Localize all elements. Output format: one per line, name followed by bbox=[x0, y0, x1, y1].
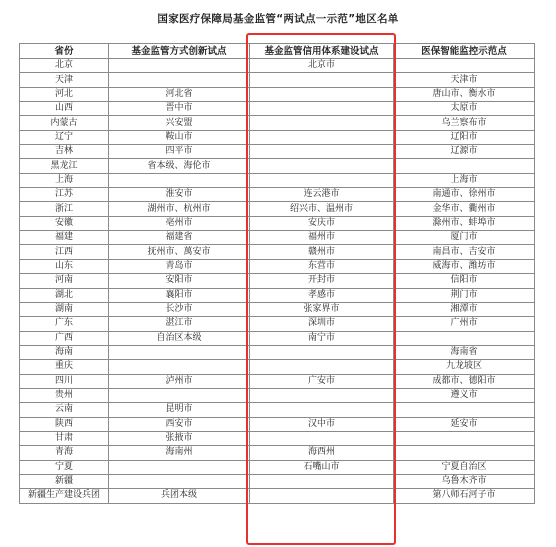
table-header-row bbox=[20, 44, 535, 59]
cell-province: 天津 bbox=[20, 73, 109, 87]
table-row bbox=[20, 489, 535, 503]
table-row bbox=[20, 116, 535, 130]
cell-province: 重庆 bbox=[20, 360, 109, 374]
cell-credit-system bbox=[250, 73, 394, 87]
cell-smart-monitoring: 威海市、潍坊市 bbox=[394, 259, 535, 273]
cell-credit-system: 北京市 bbox=[250, 59, 394, 73]
cell-province: 山东 bbox=[20, 259, 109, 273]
cell-smart-monitoring bbox=[394, 59, 535, 73]
cell-smart-monitoring bbox=[394, 159, 535, 173]
cell-province: 湖北 bbox=[20, 288, 109, 302]
cell-smart-monitoring: 湘潭市 bbox=[394, 302, 535, 316]
cell-credit-system: 连云港市 bbox=[250, 188, 394, 202]
table-row bbox=[20, 73, 535, 87]
cell-smart-monitoring: 第八师石河子市 bbox=[394, 489, 535, 503]
cell-smart-monitoring: 广州市 bbox=[394, 317, 535, 331]
cell-province: 山西 bbox=[20, 102, 109, 116]
cell-supervision-innovation: 晋中市 bbox=[109, 102, 250, 116]
cell-province: 浙江 bbox=[20, 202, 109, 216]
cell-smart-monitoring bbox=[394, 403, 535, 417]
cell-province: 安徽 bbox=[20, 216, 109, 230]
table-row bbox=[20, 474, 535, 488]
table-row bbox=[20, 259, 535, 273]
cell-credit-system: 绍兴市、温州市 bbox=[250, 202, 394, 216]
cell-smart-monitoring: 滁州市、蚌埠市 bbox=[394, 216, 535, 230]
table-row bbox=[20, 331, 535, 345]
cell-province: 宁夏 bbox=[20, 460, 109, 474]
cell-smart-monitoring: 成都市、德阳市 bbox=[394, 374, 535, 388]
cell-smart-monitoring: 辽阳市 bbox=[394, 130, 535, 144]
cell-smart-monitoring: 乌兰察布市 bbox=[394, 116, 535, 130]
table-row bbox=[20, 446, 535, 460]
cell-smart-monitoring: 金华市、衢州市 bbox=[394, 202, 535, 216]
cell-smart-monitoring: 上海市 bbox=[394, 173, 535, 187]
cell-province: 内蒙古 bbox=[20, 116, 109, 130]
header-credit-system: 基金监管信用体系建设试点 bbox=[250, 44, 394, 59]
cell-supervision-innovation: 福建省 bbox=[109, 231, 250, 245]
table-row bbox=[20, 417, 535, 431]
cell-credit-system: 张家界市 bbox=[250, 302, 394, 316]
cell-supervision-innovation bbox=[109, 59, 250, 73]
cell-province: 黑龙江 bbox=[20, 159, 109, 173]
cell-supervision-innovation: 河北省 bbox=[109, 87, 250, 101]
table-row bbox=[20, 274, 535, 288]
table-row bbox=[20, 59, 535, 73]
cell-credit-system: 开封市 bbox=[250, 274, 394, 288]
cell-province: 甘肃 bbox=[20, 431, 109, 445]
cell-smart-monitoring: 唐山市、衡水市 bbox=[394, 87, 535, 101]
cell-credit-system: 汉中市 bbox=[250, 417, 394, 431]
cell-province: 广西 bbox=[20, 331, 109, 345]
cell-credit-system bbox=[250, 474, 394, 488]
document-title: 国家医疗保障局基金监管“两试点一示范”地区名单 bbox=[157, 13, 399, 25]
cell-smart-monitoring bbox=[394, 431, 535, 445]
cell-supervision-innovation: 湖州市、杭州市 bbox=[109, 202, 250, 216]
cell-credit-system bbox=[250, 388, 394, 402]
table-row bbox=[20, 431, 535, 445]
cell-credit-system: 深圳市 bbox=[250, 317, 394, 331]
cell-smart-monitoring: 辽源市 bbox=[394, 145, 535, 159]
cell-credit-system bbox=[250, 130, 394, 144]
table-row bbox=[20, 317, 535, 331]
cell-smart-monitoring: 厦门市 bbox=[394, 231, 535, 245]
cell-credit-system: 南宁市 bbox=[250, 331, 394, 345]
cell-province: 上海 bbox=[20, 173, 109, 187]
cell-credit-system bbox=[250, 145, 394, 159]
cell-province: 北京 bbox=[20, 59, 109, 73]
table-row bbox=[20, 345, 535, 359]
cell-smart-monitoring: 南昌市、吉安市 bbox=[394, 245, 535, 259]
cell-supervision-innovation: 淮安市 bbox=[109, 188, 250, 202]
cell-supervision-innovation: 海南州 bbox=[109, 446, 250, 460]
cell-supervision-innovation: 鞍山市 bbox=[109, 130, 250, 144]
table-row bbox=[20, 188, 535, 202]
cell-credit-system: 孝感市 bbox=[250, 288, 394, 302]
cell-province: 河北 bbox=[20, 87, 109, 101]
cell-supervision-innovation bbox=[109, 388, 250, 402]
cell-supervision-innovation: 四平市 bbox=[109, 145, 250, 159]
table-row bbox=[20, 202, 535, 216]
cell-credit-system bbox=[250, 102, 394, 116]
cell-province: 青海 bbox=[20, 446, 109, 460]
table-row bbox=[20, 403, 535, 417]
table-row bbox=[20, 216, 535, 230]
cell-supervision-innovation: 兴安盟 bbox=[109, 116, 250, 130]
cell-supervision-innovation: 湛江市 bbox=[109, 317, 250, 331]
table-row bbox=[20, 102, 535, 116]
cell-supervision-innovation bbox=[109, 345, 250, 359]
table-row bbox=[20, 245, 535, 259]
cell-supervision-innovation bbox=[109, 460, 250, 474]
cell-credit-system: 赣州市 bbox=[250, 245, 394, 259]
table-row bbox=[20, 302, 535, 316]
cell-province: 河南 bbox=[20, 274, 109, 288]
table-row bbox=[20, 374, 535, 388]
table-row bbox=[20, 159, 535, 173]
cell-credit-system bbox=[250, 360, 394, 374]
table-row bbox=[20, 173, 535, 187]
cell-supervision-innovation: 长沙市 bbox=[109, 302, 250, 316]
cell-supervision-innovation: 安阳市 bbox=[109, 274, 250, 288]
cell-province: 陕西 bbox=[20, 417, 109, 431]
cell-supervision-innovation: 抚州市、萬安市 bbox=[109, 245, 250, 259]
cell-supervision-innovation: 自治区本级 bbox=[109, 331, 250, 345]
table-row bbox=[20, 360, 535, 374]
cell-smart-monitoring: 延安市 bbox=[394, 417, 535, 431]
cell-smart-monitoring: 南通市、徐州市 bbox=[394, 188, 535, 202]
table-row bbox=[20, 460, 535, 474]
cell-province: 吉林 bbox=[20, 145, 109, 159]
cell-smart-monitoring: 乌鲁木齐市 bbox=[394, 474, 535, 488]
cell-supervision-innovation bbox=[109, 173, 250, 187]
cell-smart-monitoring: 海南省 bbox=[394, 345, 535, 359]
table-row bbox=[20, 87, 535, 101]
pilot-regions-table bbox=[19, 43, 535, 504]
cell-supervision-innovation bbox=[109, 474, 250, 488]
cell-credit-system bbox=[250, 345, 394, 359]
cell-province: 江西 bbox=[20, 245, 109, 259]
cell-credit-system bbox=[250, 489, 394, 503]
cell-smart-monitoring: 荆门市 bbox=[394, 288, 535, 302]
header-smart-monitoring: 医保智能监控示范点 bbox=[394, 44, 535, 59]
cell-province: 贵州 bbox=[20, 388, 109, 402]
cell-supervision-innovation: 襄阳市 bbox=[109, 288, 250, 302]
cell-province: 新疆 bbox=[20, 474, 109, 488]
cell-smart-monitoring: 宁夏自治区 bbox=[394, 460, 535, 474]
cell-smart-monitoring: 信阳市 bbox=[394, 274, 535, 288]
cell-credit-system: 东营市 bbox=[250, 259, 394, 273]
cell-credit-system: 安庆市 bbox=[250, 216, 394, 230]
table-row bbox=[20, 388, 535, 402]
cell-supervision-innovation: 泸州市 bbox=[109, 374, 250, 388]
cell-credit-system bbox=[250, 403, 394, 417]
header-supervision-innovation: 基金监管方式创新试点 bbox=[109, 44, 250, 59]
cell-supervision-innovation: 张掖市 bbox=[109, 431, 250, 445]
cell-credit-system bbox=[250, 431, 394, 445]
cell-supervision-innovation: 青岛市 bbox=[109, 259, 250, 273]
cell-province: 江苏 bbox=[20, 188, 109, 202]
cell-credit-system bbox=[250, 159, 394, 173]
cell-province: 海南 bbox=[20, 345, 109, 359]
cell-smart-monitoring bbox=[394, 331, 535, 345]
cell-smart-monitoring: 太原市 bbox=[394, 102, 535, 116]
cell-province: 四川 bbox=[20, 374, 109, 388]
table-body bbox=[20, 59, 535, 504]
cell-province: 广东 bbox=[20, 317, 109, 331]
cell-province: 新疆生产建设兵团 bbox=[20, 489, 109, 503]
cell-smart-monitoring bbox=[394, 446, 535, 460]
cell-province: 云南 bbox=[20, 403, 109, 417]
header-province: 省份 bbox=[20, 44, 109, 59]
cell-credit-system: 海西州 bbox=[250, 446, 394, 460]
cell-supervision-innovation bbox=[109, 360, 250, 374]
table-row bbox=[20, 130, 535, 144]
cell-credit-system bbox=[250, 87, 394, 101]
cell-smart-monitoring: 九龙坡区 bbox=[394, 360, 535, 374]
cell-supervision-innovation: 省本级、海伦市 bbox=[109, 159, 250, 173]
cell-supervision-innovation: 昆明市 bbox=[109, 403, 250, 417]
cell-province: 辽宁 bbox=[20, 130, 109, 144]
cell-smart-monitoring: 天津市 bbox=[394, 73, 535, 87]
cell-supervision-innovation: 西安市 bbox=[109, 417, 250, 431]
cell-credit-system: 福州市 bbox=[250, 231, 394, 245]
table-row bbox=[20, 145, 535, 159]
cell-province: 福建 bbox=[20, 231, 109, 245]
cell-supervision-innovation bbox=[109, 73, 250, 87]
cell-credit-system: 广安市 bbox=[250, 374, 394, 388]
cell-supervision-innovation: 亳州市 bbox=[109, 216, 250, 230]
table-row bbox=[20, 288, 535, 302]
cell-credit-system: 石嘴山市 bbox=[250, 460, 394, 474]
cell-province: 湖南 bbox=[20, 302, 109, 316]
cell-credit-system bbox=[250, 116, 394, 130]
cell-smart-monitoring: 遵义市 bbox=[394, 388, 535, 402]
cell-supervision-innovation: 兵团本级 bbox=[109, 489, 250, 503]
cell-credit-system bbox=[250, 173, 394, 187]
table-row bbox=[20, 231, 535, 245]
